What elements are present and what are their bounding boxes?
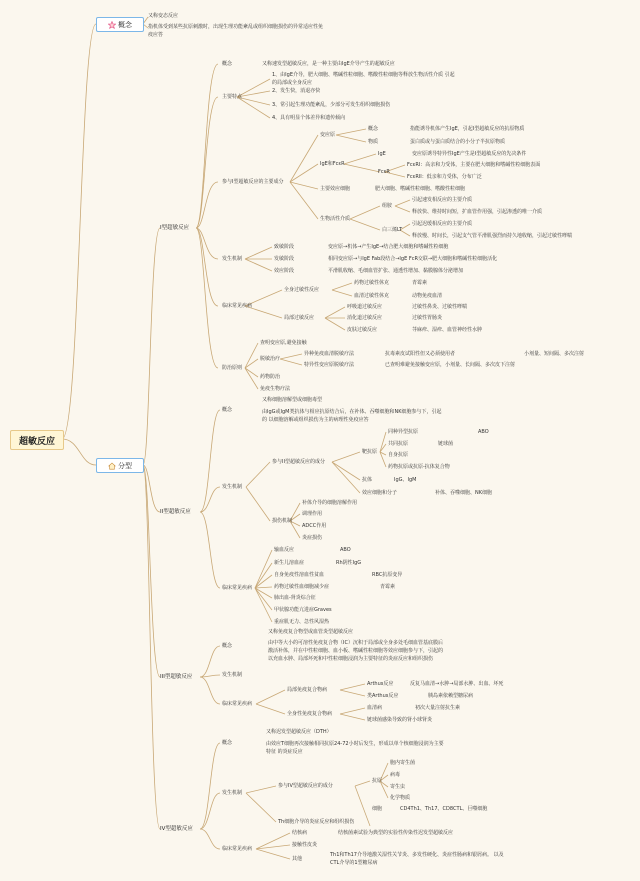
type2-concept-label[interactable]: 概念 xyxy=(222,407,233,413)
type4-concept-1: 又称迟发型超敏反应（DTH） xyxy=(266,729,332,735)
type4-antigen-2: 病毒 xyxy=(390,772,401,778)
mech-3-label: 效应阶段 xyxy=(274,268,295,274)
type1-feature: 的局部或全身反应 xyxy=(272,80,313,86)
type1-features-label[interactable]: 主要特点 xyxy=(222,94,243,100)
prev-desens-label: 脱敏治疗 xyxy=(260,356,281,362)
type3-disease-label[interactable]: 临床常见疾病 xyxy=(222,701,253,707)
target-1-label: 同种异型抗原 xyxy=(388,429,419,435)
type4-concept-3: 特征 的炎症反应 xyxy=(266,749,303,755)
type3-concept-3: 激活补体，并在中性粒细胞、血小板、嗜碱性粒细胞等效应细胞参与下，引起的 xyxy=(268,648,444,654)
type3-local-2-text: 胰岛素依赖型糖尿病 xyxy=(428,693,474,699)
prev-bio: 免疫生物疗法 xyxy=(260,386,291,392)
type1-feature: 1、由IgE介导，肥大细胞、嗜碱性粒细胞、嗜酸性粒细胞等释放生物活性介质 引起 xyxy=(272,72,455,78)
type1-mechanism-label[interactable]: 发生机制 xyxy=(222,256,243,262)
systemic-1-text: 青霉素 xyxy=(412,280,428,286)
type4-cell-text: CD4Th1、Th17、CD8CTL、巨噬细胞 xyxy=(400,806,488,812)
type4-cell-label: 细胞 xyxy=(372,806,383,812)
prev-drug: 药物防治 xyxy=(260,374,281,380)
d5: 肺出血-肾炎综合征 xyxy=(274,595,316,601)
concept-line: 指机体受到某些抗原刺激时，出现生理功能紊乱或组织细胞损伤的异常适应性免 xyxy=(148,24,324,30)
antibody-text: IgG、IgM xyxy=(394,477,417,483)
type2-concept-3: 的 以细胞溶解或组织损伤为主的病理性免疫应答 xyxy=(262,417,369,423)
mech-1-text: 变应原→机体→产生IgE→结合肥大细胞和嗜碱性粒细胞 xyxy=(328,244,449,250)
effector-text: 肥大细胞、嗜碱性粒细胞、嗜酸性粒细胞 xyxy=(375,186,466,192)
antibody-label: 抗体 xyxy=(362,477,373,483)
branch-root-classification xyxy=(62,439,96,465)
prev-desens-1-text: 抗毒素皮试阳性但又必须使用者 xyxy=(385,351,456,357)
d4-text: 青霉素 xyxy=(380,584,396,590)
fcer-label: FcεR xyxy=(378,169,390,175)
local-3-label: 皮肤过敏反应 xyxy=(347,327,378,333)
type2-effector-text: 补体、吞噬细胞、NK细胞 xyxy=(435,490,493,496)
type1-feature: 3、常引起生理功能紊乱，少部分可发生组织细胞损伤 xyxy=(272,102,391,108)
local-1-text: 过敏性鼻炎、过敏性哮喘 xyxy=(412,304,468,310)
type4-d2: 接触性皮炎 xyxy=(292,842,318,848)
type3-systemic-1-text: 初次大量注射抗生素 xyxy=(415,705,461,711)
type1-components-label[interactable]: 参与I型超敏反应的主要成分 xyxy=(222,179,284,185)
target-2-label: 共同抗原 xyxy=(388,441,409,447)
type2-components-label[interactable]: 参与II型超敏反应的成分 xyxy=(272,459,325,465)
type1-feature: 4、具有明显个体差异和遗传倾向 xyxy=(272,115,346,121)
d3-text: RBC抗原变异 xyxy=(372,572,403,578)
local-1-label: 呼吸道过敏反应 xyxy=(347,304,383,310)
local-label: 局部过敏反应 xyxy=(284,315,315,321)
damage-label: 损伤机制 xyxy=(272,518,293,524)
damage-2: 调理作用 xyxy=(302,511,323,517)
type3-mechanism-label[interactable]: 发生机制 xyxy=(222,672,243,678)
type4-d3-text-1: Th1和Th17介导地激关湿性关节炎、多发性硬化、炎症性肠病和银屑病。 以及 xyxy=(330,852,504,858)
histamine-1: 引起速发相反应的主要介质 xyxy=(412,197,473,203)
d2-text: Rh阴性IgG xyxy=(336,560,362,566)
histamine-label: 组胺 xyxy=(382,203,393,209)
damage-4: 炎症损伤 xyxy=(302,535,323,541)
type3-systemic-2: 链球菌感染导致的肾小球肾炎 xyxy=(367,717,433,723)
type1-prevention-label[interactable]: 防治原则 xyxy=(222,365,243,371)
ige-label[interactable]: IgE和FcεR xyxy=(320,161,345,167)
type4-concept-2: 由效应T细胞再次接触相同抗原24-72小时后发生，形成以单个核细胞浸润为主要 xyxy=(266,741,444,747)
ige-item-text: 变应原诱导特异性IgE产生是I型超敏反应的先决条件 xyxy=(412,151,527,157)
systemic-2-label: 血清过敏性休克 xyxy=(354,293,390,299)
concept-label: 概念 xyxy=(118,20,132,29)
leuko-2: 释放慢、时间长，引起支气管平滑肌强烈而持久地收缩，引起过敏性哮喘 xyxy=(412,233,573,239)
mech-1-label: 致敏阶段 xyxy=(274,244,295,250)
target-label: 靶抗原 xyxy=(362,449,378,455)
type3-systemic-label: 全身性免疫复合物病 xyxy=(287,711,333,717)
type3-local-1-label: Arthus反应 xyxy=(367,681,394,687)
mech-2-text: 相同变应原→与IgE Fab段结合→IgE FcR交联→肥大细胞和嗜碱性粒细胞活化 xyxy=(328,256,498,262)
local-2-text: 过敏性胃肠炎 xyxy=(412,315,443,321)
type4-antigen-4: 化学物质 xyxy=(390,795,411,801)
ige-item-label: IgE xyxy=(378,151,386,157)
d4-label: 药物过敏性血细胞减少症 xyxy=(274,584,330,590)
d2-label: 新生儿溶血症 xyxy=(274,560,305,566)
type4-d1-label: 结核病 xyxy=(292,830,308,836)
root-node[interactable]: 超敏反应 xyxy=(10,430,64,450)
type3-local-1-text: 反复马血清→水肿→局部水肿、出血、坏死 xyxy=(410,681,504,687)
type4-components-label: 参与IV型超敏反应的成分 xyxy=(278,783,333,789)
local-2-label: 消化道过敏反应 xyxy=(347,315,383,321)
type1-node[interactable]: I型超敏反应 xyxy=(160,225,190,231)
d3-label: 自身免疫性溶血性贫血 xyxy=(274,572,325,578)
type3-concept-label[interactable]: 概念 xyxy=(222,643,233,649)
type1-concept-label[interactable]: 概念 xyxy=(222,61,233,67)
concept-line: 又称变态反应 xyxy=(148,13,179,19)
systemic-2-text: 动物免疫血清 xyxy=(412,293,443,299)
d6: 甲状腺功能亢进症Graves xyxy=(274,607,332,613)
d1-label: 输血反应 xyxy=(274,547,295,553)
classification-node[interactable] xyxy=(96,458,144,473)
type4-node[interactable]: IV型超敏反应 xyxy=(160,826,193,832)
type4-d3-text-2: CTL介导的1型糖尿病 xyxy=(330,860,378,866)
systemic-label: 全身过敏性反应 xyxy=(284,287,320,293)
target-2-text: 链球菌 xyxy=(438,441,454,447)
classification-label: 分型 xyxy=(118,461,132,470)
type1-feature: 2、发生快，消退亦快 xyxy=(272,88,321,94)
type3-node[interactable]: III型超敏反应 xyxy=(160,674,193,680)
d1-text: ABO xyxy=(340,547,351,553)
prev-1: 查明变应原,避免接触 xyxy=(260,340,307,346)
type2-concept-1: 又称细胞溶解型或细胞毒型 xyxy=(262,397,323,403)
type4-d1-text: 结核菌素试验为典型的实验性传染性迟发型超敏反应 xyxy=(338,830,454,836)
type4-mechanism-label[interactable]: 发生机制 xyxy=(222,790,243,796)
home-icon xyxy=(108,462,116,470)
type4-concept-label[interactable]: 概念 xyxy=(222,740,233,746)
effector-label[interactable]: 主要效应细胞 xyxy=(320,186,351,192)
damage-1: 补体介导的细胞溶解作用 xyxy=(302,500,358,506)
type4-antigen-1: 胞内寄生菌 xyxy=(390,760,416,766)
type2-mechanism-label[interactable]: 发生机制 xyxy=(222,484,243,490)
fcer2-text: FcεRII：低亲和力受体，分布广泛 xyxy=(407,174,482,180)
type4-antigen-label: 抗原 xyxy=(372,778,383,784)
target-4: 药物抗原或抗原-抗体复合物 xyxy=(388,464,450,470)
type3-concept-2: 由中等大小的可溶性免疫复合物（IC）沉积于局部或全身多处毛细血管基底膜后 xyxy=(268,640,443,646)
allergen-substance-text: 蛋白质或与蛋白质结合的小分子半抗原物质 xyxy=(410,139,506,145)
type4-d3-label: 其他 xyxy=(292,856,303,862)
type2-disease-label[interactable]: 临床常见疾病 xyxy=(222,585,253,591)
type2-effector-label: 效应细胞和分子 xyxy=(362,490,398,496)
type3-local-2-label: 类Arthus反应 xyxy=(367,693,399,699)
mech-2-label: 发敏阶段 xyxy=(274,256,295,262)
allergen-substance-label: 物质 xyxy=(368,139,379,145)
mech-3-text: 平滑肌收缩、毛细血管扩张、通透性增加、黏膜腺体分泌增加 xyxy=(328,268,464,274)
leuko-label: 白三烯LT xyxy=(382,227,403,233)
type4-antigen-3: 寄生虫 xyxy=(390,784,406,790)
histamine-2: 释放快、维持时间短，扩血管作用强，引起渗透的唯一介质 xyxy=(412,209,543,215)
allergen-concept-text: 指能诱导机体产生IgE，引起I型超敏反应的抗原物质 xyxy=(410,126,525,132)
star-icon xyxy=(108,21,116,29)
prev-desens-2-label: 特异性变应原脱敏疗法 xyxy=(304,362,355,368)
mediator-label[interactable]: 生物活性介质 xyxy=(320,216,351,222)
type3-local-label: 局部免疫复合物病 xyxy=(287,687,328,693)
prev-desens-1-extra: 小剂量、短间隔、多次注射 xyxy=(524,351,585,357)
allergen-label[interactable]: 变应原 xyxy=(320,132,336,138)
type1-disease-label[interactable]: 临床常见疾病 xyxy=(222,303,253,309)
type3-systemic-1-label: 血清病 xyxy=(367,705,383,711)
type4-mech-extra: Th细胞介导的炎症反应和组织损伤 xyxy=(278,819,355,825)
type2-concept-2: 由IgG或IgM类抗体与相应抗原结合后，在补体、吞噬细胞和NK细胞参与下，引起 xyxy=(262,409,442,415)
type3-concept-1: 又称免疫复合物型或血管炎型超敏反应 xyxy=(268,629,354,635)
systemic-1-label: 药物过敏性休克 xyxy=(354,280,390,286)
target-3: 自身抗原 xyxy=(388,452,409,458)
leuko-1: 引起迟缓相反应的主要介质 xyxy=(412,221,473,227)
prev-desens-2-text: 已查明难避免接触变应原，小剂量、长间隔、多次皮下注射 xyxy=(385,362,516,368)
type1-concept-text: 又称速发型超敏反应，是一种主要由IgE介导产生的超敏反应 xyxy=(262,61,395,67)
branch-root-concept xyxy=(62,24,96,439)
local-3-text: 荨麻疹、湿疹、血管神经性水肿 xyxy=(412,327,483,333)
target-1-text: ABO xyxy=(478,429,489,435)
d7: 重症肌无力、急性风湿热 xyxy=(274,619,330,625)
allergen-concept-label: 概念 xyxy=(368,126,379,132)
concept-line: 疫应答 xyxy=(148,32,164,38)
damage-3: ADCC作用 xyxy=(302,523,327,529)
concept-node[interactable] xyxy=(96,17,144,32)
type4-disease-label[interactable]: 临床常见疾病 xyxy=(222,846,253,852)
fcer1-text: FcεRI：高亲和力受体，主要在肥大细胞和嗜碱性粒细胞表面 xyxy=(407,162,541,168)
type2-node[interactable]: II型超敏反应 xyxy=(160,509,191,515)
type3-concept-4: 以充血水肿、局部坏死和中性粒细胞浸润为主要特征的炎症反应和组织损伤 xyxy=(268,656,434,662)
prev-desens-1-label: 异种免疫血清脱敏疗法 xyxy=(304,351,355,357)
